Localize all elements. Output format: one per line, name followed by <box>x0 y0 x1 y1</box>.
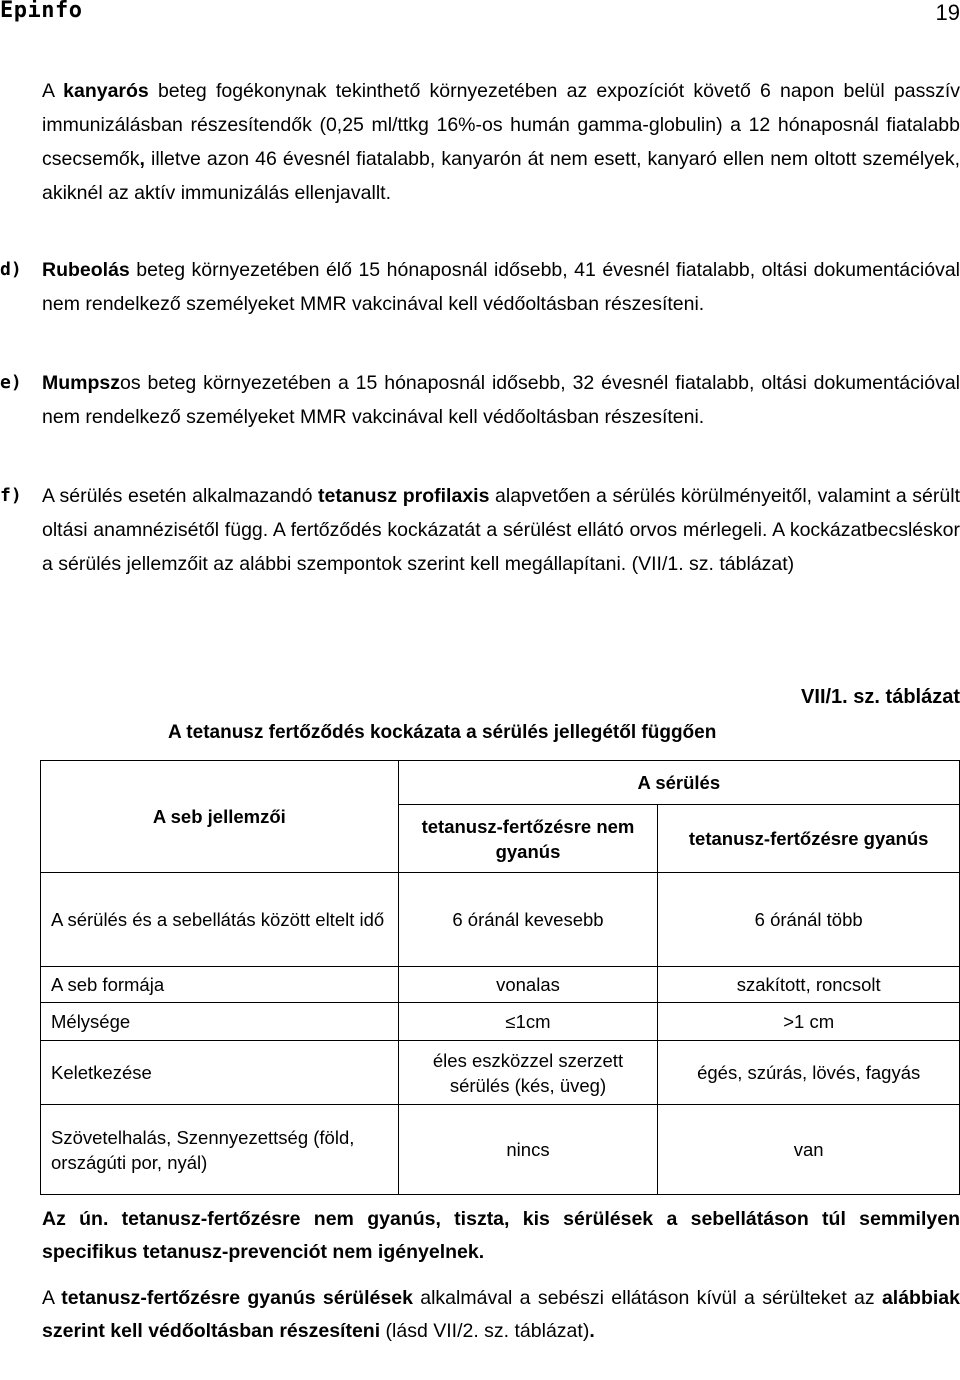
table-row: Mélysége ≤1cm >1 cm <box>41 1003 960 1041</box>
list-marker: d) <box>0 259 22 280</box>
paragraph-tetanus: f) A sérülés esetén alkalmazandó tetanusz profilaxis alapvetően a sérülés körülményeitől, valamint a sérült oltási anamnézisétől függ. A fertőződés kockázatát a sérülést ellátó orvos mérlegeli. A kockázatbecsléskor a sérülés jellemzőit az alábbi szempontok szerint kell megállapítani. (VII/1. sz. táblázat) <box>42 479 960 581</box>
header-wound-features: A seb jellemzői <box>41 761 399 873</box>
table-row: A seb formája vonalas szakított, roncsolt <box>41 967 960 1003</box>
risk-table <box>40 760 960 1195</box>
page-number: 19 <box>935 0 960 25</box>
paragraph-rubella: d) Rubeolás beteg környezetében élő 15 hónaposnál idősebb, 41 évesnél fiatalabb, oltási dokumentációval nem rendelkező személyeket MMR vakcinával kell védőoltásban részesíteni. <box>42 253 960 321</box>
list-marker: e) <box>0 372 22 393</box>
paragraph-mumps: e) Mumpszos beteg környezetében a 15 hónaposnál idősebb, 32 évesnél fiatalabb, oltási dokumentációval nem rendelkező személyeket MMR vakcinával kell védőoltásban részesíteni. <box>42 366 960 434</box>
table-title: A tetanusz fertőződés kockázata a sérülés jellegétől függően <box>168 722 717 743</box>
paragraph-measles: A kanyarós beteg fogékonynak tekinthető környezetében az expozíciót követő 6 napon belül passzív immunizálásban részesítendők (0,25 ml/ttkg 16%-os humán gamma-globulin) a 12 hónaposnál fiatalabb csecsemők, illetve azon 46 évesnél fiatalabb, kanyarón át nem esett, kanyaró ellen nem oltott személyek, akiknél az aktív immunizálás ellenjavallt. <box>42 80 960 204</box>
header-not-suspicious: tetanusz-fertőzésre nem gyanús <box>398 805 658 873</box>
note-suspicious: A tetanusz-fertőzésre gyanús sérülések alkalmával a sebészi ellátáson kívül a sérülteket az alábbiak szerint kell védőoltásban részesíteni (lásd VII/2. sz. táblázat). <box>42 1287 960 1342</box>
note-not-suspicious: Az ún. tetanusz-fertőzésre nem gyanús, tiszta, kis sérülések a sebellátáson túl semmilyen specifikus tetanusz-prevenciót nem igényelnek. <box>42 1208 960 1263</box>
list-marker: f) <box>0 485 22 506</box>
header-suspicious: tetanusz-fertőzésre gyanús <box>658 805 960 873</box>
table-row: Szövetelhalás, Szennyezettség (föld, országúti por, nyál) nincs van <box>41 1105 960 1195</box>
header-logo: Epinfo <box>0 0 83 23</box>
table-row: A sérülés és a sebellátás között eltelt idő 6 óránál kevesebb 6 óránál több <box>41 873 960 967</box>
table-caption: VII/1. sz. táblázat <box>801 686 960 708</box>
header-injury: A sérülés <box>398 761 959 805</box>
table-row: Keletkezése éles eszközzel szerzett sérülés (kés, üveg) égés, szúrás, lövés, fagyás <box>41 1041 960 1105</box>
